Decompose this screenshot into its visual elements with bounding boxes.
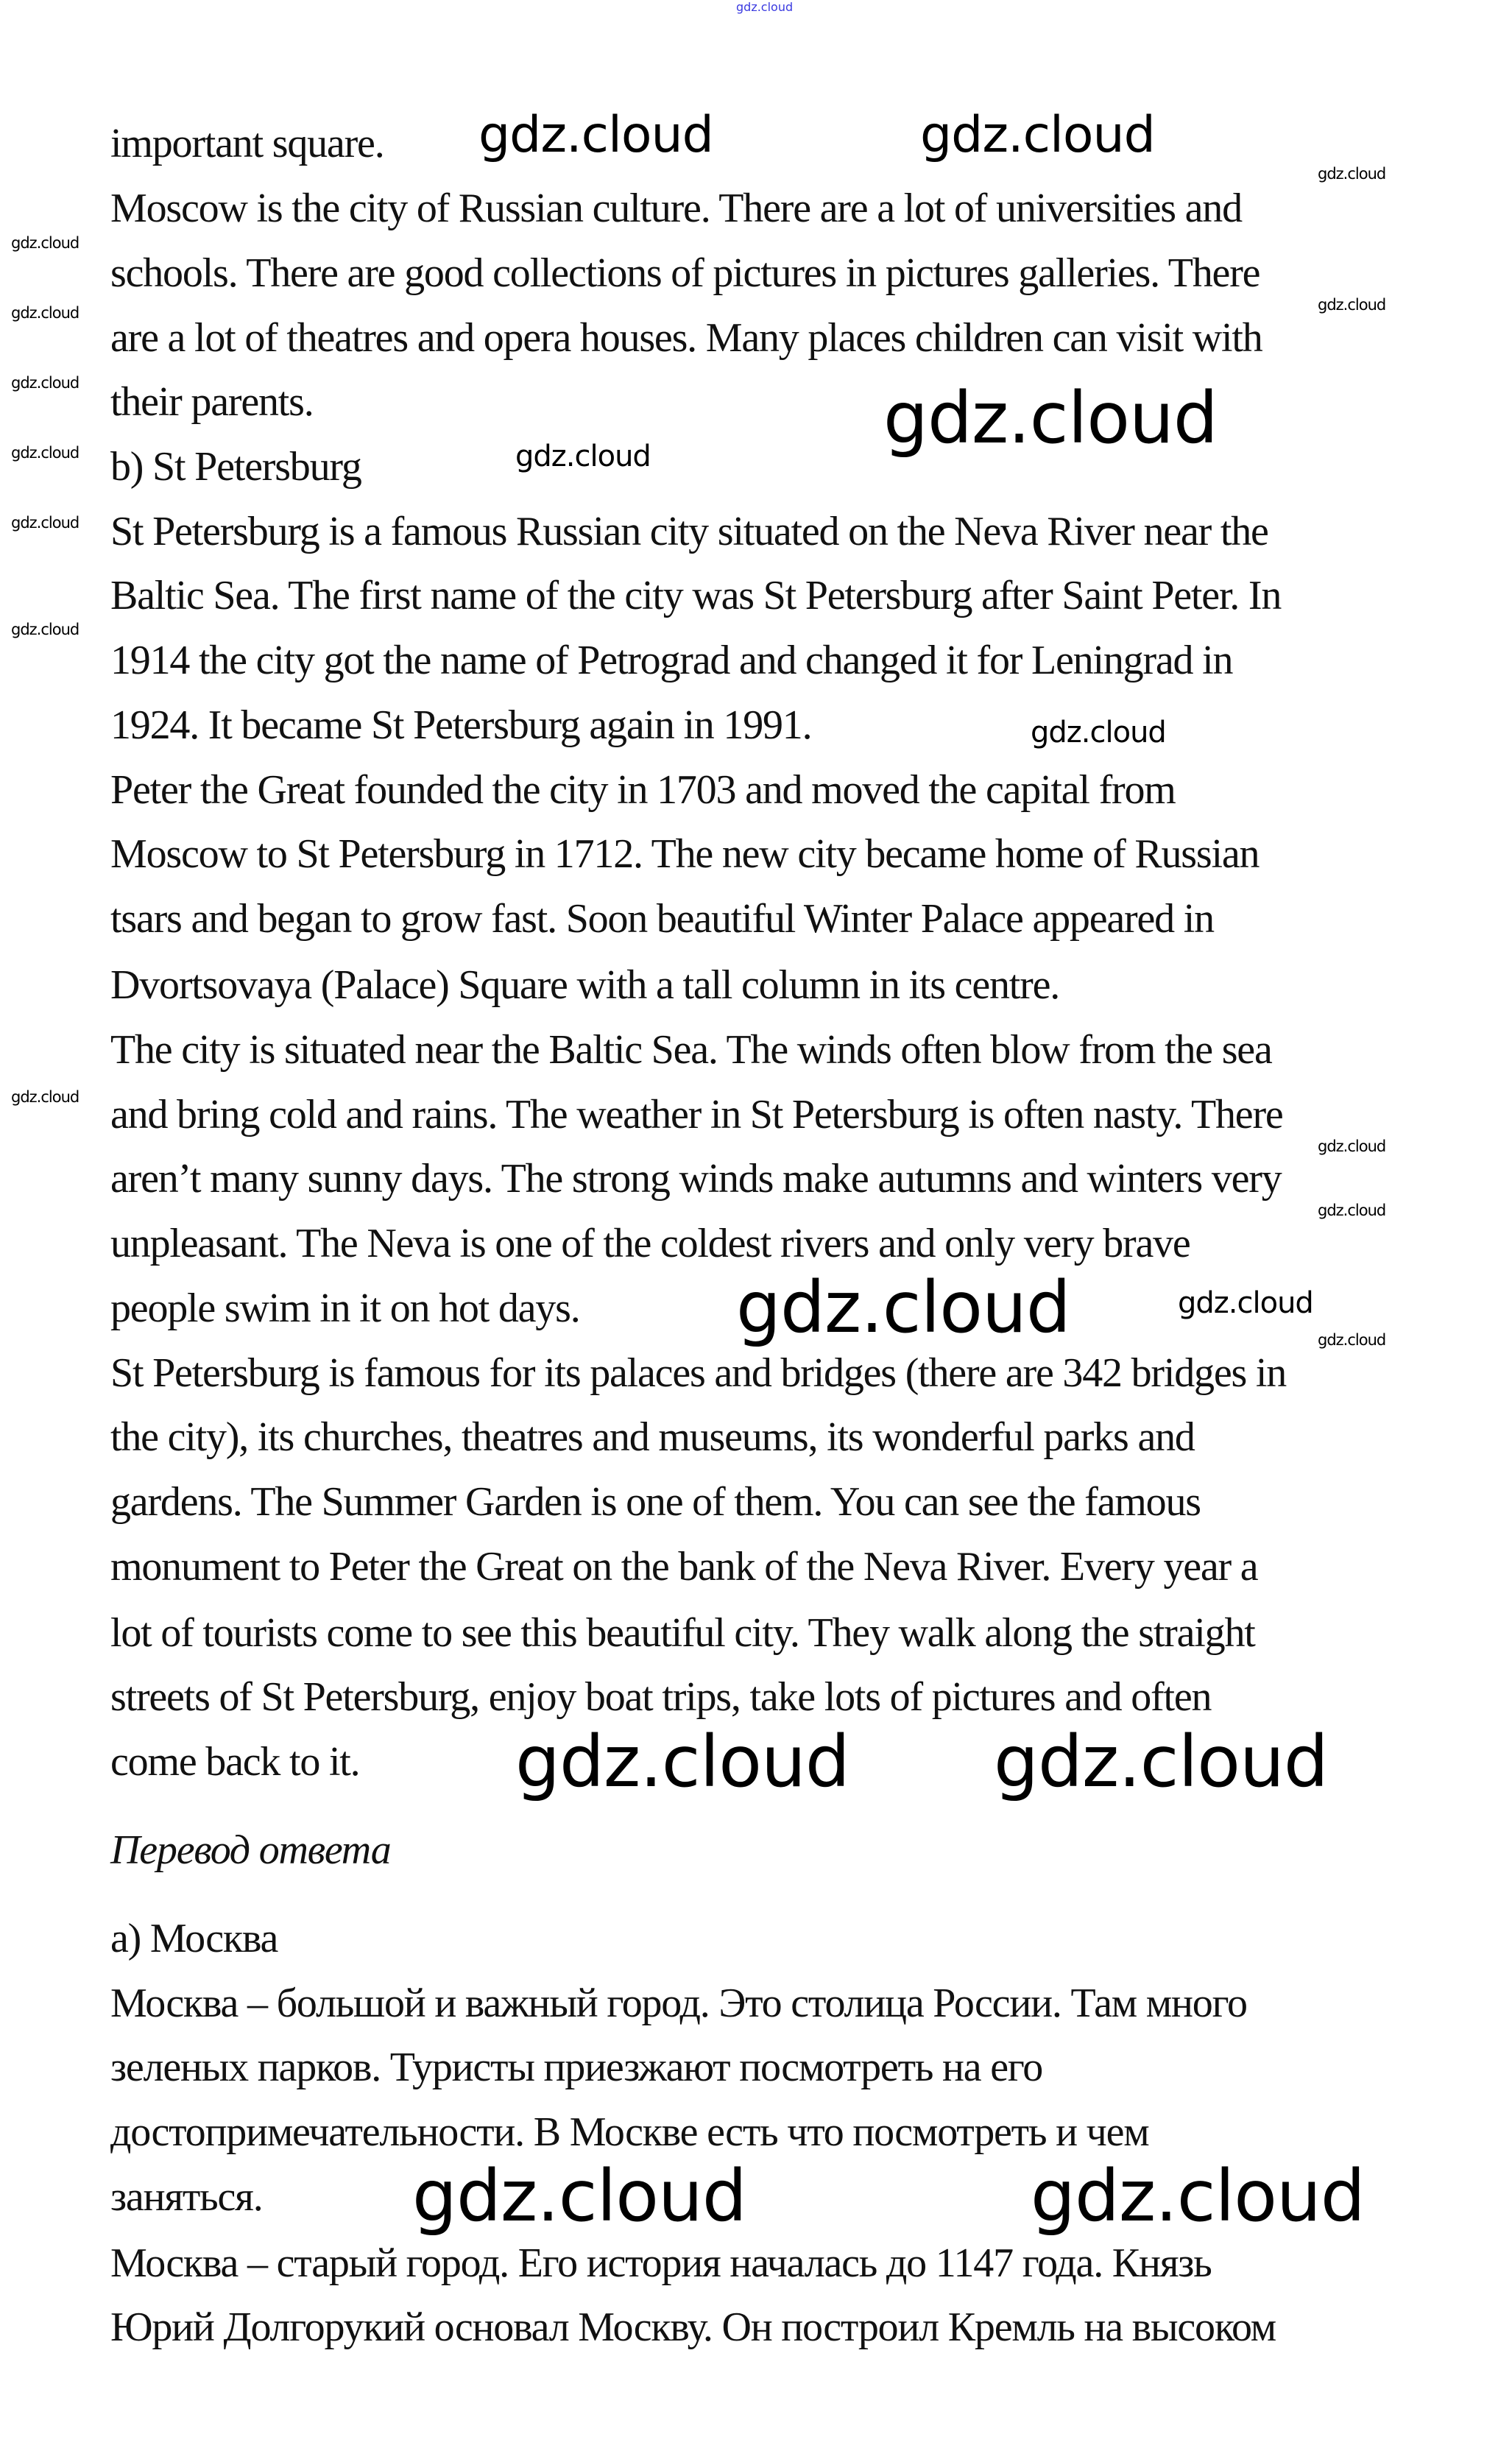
watermark: gdz.cloud xyxy=(920,106,1155,164)
text-line: the city), its churches, theatres and museums, its wonderful parks and xyxy=(110,1414,1195,1460)
text-line: gardens. The Summer Garden is one of them. You can see the famous xyxy=(110,1479,1201,1525)
watermark: gdz.cloud xyxy=(1318,1331,1386,1349)
watermark: gdz.cloud xyxy=(11,1088,80,1106)
watermark: gdz.cloud xyxy=(1031,2155,1365,2237)
text-line: Юрий Долгорукий основал Москву. Он построил Кремль на высоком xyxy=(110,2304,1276,2350)
watermark: gdz.cloud xyxy=(1318,296,1386,314)
watermark: gdz.cloud xyxy=(11,444,80,462)
text-line: come back to it. xyxy=(110,1739,360,1785)
text-line: Moscow to St Petersburg in 1712. The new city became home of Russian xyxy=(110,831,1260,877)
text-line: unpleasant. The Neva is one of the coldest rivers and only very brave xyxy=(110,1221,1190,1266)
text-line: people swim in it on hot days. xyxy=(110,1285,580,1331)
text-line: Baltic Sea. The first name of the city was St Petersburg after Saint Peter. In xyxy=(110,573,1282,618)
text-line: b) St Petersburg xyxy=(110,444,361,490)
watermark: gdz.cloud xyxy=(1318,165,1386,183)
header-watermark: gdz.cloud xyxy=(736,0,794,14)
text-line: Moscow is the city of Russian culture. There are a lot of universities and xyxy=(110,186,1242,231)
text-line: St Petersburg is famous for its palaces and bridges (there are 342 bridges in xyxy=(110,1350,1287,1396)
watermark: gdz.cloud xyxy=(515,440,651,473)
text-line: а) Москва xyxy=(110,1916,278,1961)
text-line: and bring cold and rains. The weather in St Petersburg is often nasty. There xyxy=(110,1092,1283,1137)
text-line: заняться. xyxy=(110,2174,263,2220)
watermark: gdz.cloud xyxy=(736,1266,1070,1349)
watermark: gdz.cloud xyxy=(1031,716,1166,749)
text-line: monument to Peter the Great on the bank of the Neva River. Every year a xyxy=(110,1544,1258,1590)
watermark: gdz.cloud xyxy=(478,106,713,164)
watermark: gdz.cloud xyxy=(412,2155,746,2237)
watermark: gdz.cloud xyxy=(11,304,80,322)
text-line: lot of tourists come to see this beautiful city. They walk along the straight xyxy=(110,1610,1255,1656)
text-line: Peter the Great founded the city in 1703 and moved the capital from xyxy=(110,767,1176,813)
text-line: tsars and began to grow fast. Soon beautiful Winter Palace appeared in xyxy=(110,896,1214,942)
text-line: aren’t many sunny days. The strong winds make autumns and winters very xyxy=(110,1156,1282,1202)
watermark: gdz.cloud xyxy=(11,514,80,532)
text-line: schools. There are good collections of pictures in pictures galleries. There xyxy=(110,250,1260,296)
section-heading: Перевод ответа xyxy=(110,1827,391,1873)
text-line: 1914 the city got the name of Petrograd and changed it for Leningrad in xyxy=(110,638,1233,683)
text-line: The city is situated near the Baltic Sea. The winds often blow from the sea xyxy=(110,1027,1272,1073)
text-line: достопримечательности. В Москве есть что посмотреть и чем xyxy=(110,2109,1149,2155)
text-line: are a lot of theatres and opera houses. Many places children can visit with xyxy=(110,315,1262,361)
watermark: gdz.cloud xyxy=(994,1721,1328,1803)
text-line: Москва – старый город. Его история началась до 1147 года. Князь xyxy=(110,2240,1212,2286)
watermark: gdz.cloud xyxy=(1178,1286,1313,1320)
text-line: important square. xyxy=(110,121,384,166)
watermark: gdz.cloud xyxy=(11,234,80,252)
text-line: Dvortsovaya (Palace) Square with a tall column in its centre. xyxy=(110,962,1060,1008)
watermark: gdz.cloud xyxy=(515,1721,849,1803)
text-line: St Petersburg is a famous Russian city situated on the Neva River near the xyxy=(110,509,1268,554)
text-line: 1924. It became St Petersburg again in 1991. xyxy=(110,702,812,748)
watermark: gdz.cloud xyxy=(1318,1137,1386,1155)
watermark: gdz.cloud xyxy=(11,374,80,392)
text-line: зеленых парков. Туристы приезжают посмотреть на его xyxy=(110,2045,1043,2090)
watermark: gdz.cloud xyxy=(11,621,80,638)
watermark: gdz.cloud xyxy=(883,377,1218,459)
text-line: streets of St Petersburg, enjoy boat trips, take lots of pictures and often xyxy=(110,1674,1212,1720)
watermark: gdz.cloud xyxy=(1318,1202,1386,1219)
text-line: Москва – большой и важный город. Это столица России. Там много xyxy=(110,1980,1247,2026)
text-line: their parents. xyxy=(110,379,314,425)
